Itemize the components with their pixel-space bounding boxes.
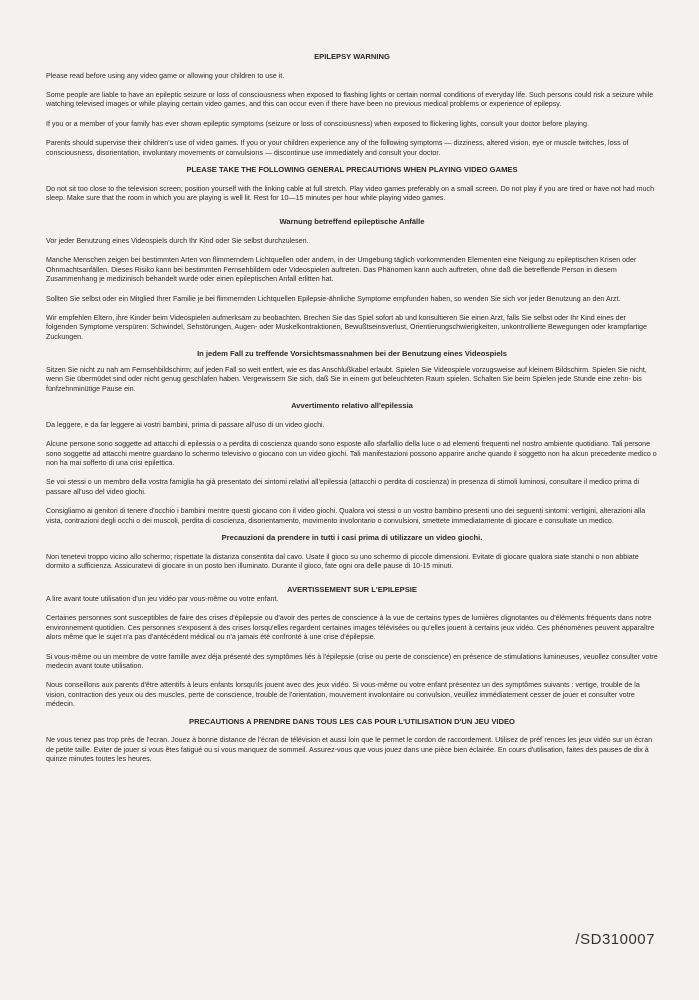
paragraph-english-2: If you or a member of your family has ever shown epileptic symptoms (seizure or loss of consciousness) when exposed to flickering lights, consult your doctor before playing. <box>46 119 589 128</box>
section-german <box>46 217 658 394</box>
paragraph-italian-4a: Non tenetevi troppo vicino allo schermo; rispettate la distanza consentita dal cavo. Usate il gioco su uno schermo di piccole dimensioni. Evitate di giocare qualora siate stanchi o non abbiate <box>46 552 639 561</box>
section-english <box>46 52 658 203</box>
paragraph-italian-2b: passare all'uso del video giochi. <box>46 487 146 496</box>
section-italian <box>46 401 658 571</box>
paragraph-german-2: Sollten Sie selbst oder ein Mitglied Ihrer Familie je bei flimmernden Lichtquellen Epilepsie-ähnliche Symptome empfunden haben, so wenden Sie sich vor jeder Benutzung an den Arzt. <box>46 294 621 303</box>
document-code: /SD310007 <box>575 931 655 948</box>
paragraph-english-4: Do not sit too close to the television screen; position yourself with the linking cable at full stretch. Play video games preferably on a small screen. Do not play if you are tired or have not had much sleep. Make sure that the room in which you are playing is well lit. Rest for 10—15 minutes per hour while playing video games. <box>46 184 655 203</box>
title-french: AVERTISSEMENT SUR L'EPILEPSIE <box>287 585 417 595</box>
paragraph-english-1: Some people are liable to have an epileptic seizure or loss of consciousness when exposed to flashing lights or certain normal conditions of everyday life. Such persons could risk a seizure while watching televised images or while playing certain video games, and this can occur even if there have been no previous medical problems or experience of epilepsy. <box>46 91 654 109</box>
title-german: Warnung betreffend epileptische Anfälle <box>279 217 425 227</box>
paragraph-italian-3: Consigliamo ai genitori di tenere d'occhio i bambini mentre questi giocano con il video giochi. Qualora voi stessi o un vostro bambino presenti uno dei seguenti sintomi: vertigini, alterazioni alla vista, contrazioni degli occhi o dei muscoli, perdita di coscienza, disorientamento, movimento involontario o convulsioni, smettete immediatamente di giocare e consultate un medico. <box>46 507 646 525</box>
paragraph-german-1: Manche Menschen zeigen bei bestimmten Arten von flimmerndem Lichtquellen oder andern, in der Umgebung täglich vorkommenden Elementen eine Neigung zu epileptischen Krisen oder Ohnmachtsanfällen. Dieses Risiko kann bei bestimmten Fernsehbildern oder Videospielen auftreten. Das Phänomen kann auch auftreten, ohne daß die betreffende Person in diesem Zusammenhang je medizinisch behandelt wurde oder einen epileptischen Anfall erlitten hat. <box>46 256 637 284</box>
paragraph-french-3: Nous conseillons aux parents d'être attentifs à leurs enfants lorsqu'ils jouent avec des jeux vidéo. Si vous-même ou votre enfant présentez un des symptômes suivants : vertige, trouble de la vision, contraction des yeux ou des muscles, perte de conscience, trouble de l'orientation, mouvement involontaire ou convulsion, veuillez immédiatement cesser de jouer et consulter votre médecin. <box>46 681 640 709</box>
paragraph-italian-1: Alcune persone sono soggette ad attacchi di epilessia o a perdita di coscienza quando sono esposte allo sfarfallio della luce o ad elementi frequenti nel nostro ambiente quotidiano. Tali persone sono soggette ad attacchi mentre guardano lo schermo televisivo o giocano con un video giochi. Tali manifestazioni possono apparire anche quando il soggetto non ha alcun precedente medico o non ha mai sofferto di una crisi epilettica. <box>46 440 657 467</box>
paragraph-german-3: Wir empfehlen Eltern, ihre Kinder beim Videospielen aufmerksam zu beobachten. Brechen Sie das Spiel sofort ab und konsultieren Sie einen Arzt, falls Sie selbst oder Ihr Kind eines der folgenden Symptome verspüren: Schwindel, Sehstörungen, Augen- oder Muskelkontraktionen, Bewußtseinsverlust, Orientierungschwierigkeiten, unkontrollierte Bewegungen oder krampfartige Zuckungen. <box>46 314 647 341</box>
section-french <box>46 585 658 764</box>
paragraph-italian-4b: dormito a sufficienza. Assicuratevi di giocare in un posto ben illuminato. Durante il gioco, fate ogni ora delle pause di 10-15 minuti. <box>46 561 454 570</box>
paragraph-french-4: Ne vous tenez pas trop près de l'ecran. Jouez à bonne distance de l'écran de télévision et aussi loin que le permet le cordon de raccordement. Utilisez de préf´rences les jeux vidéo sur un écran de petite taille. Eviter de jouer si vous êtes fatigué ou si vous manquez de sommeil. Assurez-vous que vous jouez dans une pièce bien éclairée. En cours d'utilisation, faites des pauses de dix à quinze minutes toutes les heures. <box>46 736 653 763</box>
paragraph-english-3a: Parents should supervise their children's use of video games. If you or your children experience any of the following symptoms — dizziness, altered vision, eye or muscle twitches, loss of <box>46 139 629 148</box>
intro-german: Vor jeder Benutzung eines Videospiels durch Ihr Kind oder Sie selbst durchzulesen. <box>46 237 309 246</box>
precautions-heading-french: PRECAUTIONS A PRENDRE DANS TOUS LES CAS POUR L'UTILISATION D'UN JEU VIDEO <box>189 716 515 726</box>
paragraph-german-4: Sitzen Sie nicht zu nah am Fernsehbildschirm; auf jeden Fall so weit entfert, wie es das Anschlußkabel erlaubt. Spielen Sie Videospiele vorzugsweise auf kleinem Bildschirm. Spielen Sie nicht, wenn Sie übermüdet sind oder nicht genug geschlafen haben. Vergewissern Sie sich, daß Sie in einem gut beleuchteten Raum spielen. Schalten Sie beim Spielen jede Stunde eine zehn- bis fünfzehnminütige Pause ein. <box>46 365 647 393</box>
intro-english: Please read before using any video game or allowing your children to use it. <box>46 71 285 80</box>
precautions-heading-english: PLEASE TAKE THE FOLLOWING GENERAL PRECAUTIONS WHEN PLAYING VIDEO GAMES <box>186 165 518 175</box>
paragraph-english-3b: consciousness, disorientation, involuntary movements or convulsions — discontinue use immediately and consult your doctor. <box>46 148 441 157</box>
title-english: EPILEPSY WARNING <box>314 52 390 61</box>
warning-document <box>46 52 658 764</box>
title-italian: Avvertimento relativo all'epilessia <box>291 401 413 411</box>
precautions-heading-italian: Precauzioni da prendere in tutti i casi prima di utilizzare un video giochi. <box>221 532 483 542</box>
paragraph-french-1: Certaines personnes sont susceptibles de faire des crises d'épilepsie ou d'avoir des pertes de conscience à la vue de certains types de lumières clignotantes ou d'éléments fréquents dans notre environnement quotidien. Ces personnes s'exposent à des crises lorsqu'elles regardent certaines images télévisées ou qu'elles jouent à certains jeux vidéo. Ces phénomènes peuvent apparaître alors même que le sujet n'a pas d'antécédent médical ou n'a jamais été confronté à une crise d'épilepsie. <box>46 614 655 642</box>
intro-french: A lire avant toute utilisation d'un jeu vidéo par vous-même ou votre enfant. <box>46 594 279 603</box>
intro-italian: Da leggere, e da far leggere ai vostri bambini, prima di passare all'uso di un video giochi. <box>46 420 325 429</box>
paragraph-french-2: Si vous-même ou un membre de votre famille avez déja présenté des symptômes liés à l'épilepsie (crise ou perte de conscience) en présence de stimulations lumineuses, veuollez consulter votre medecin avant toute utilisation. <box>46 652 658 670</box>
precautions-heading-german: In jedem Fall zu treffende Vorsichtsmassnahmen bei der Benutzung eines Videospiels <box>197 349 507 359</box>
paragraph-italian-2a: Se voi stessi o un membro della vostra famiglia ha già presentato dei sintomi relativi all'epilessia (attacchi o perdita di coscienza) in presenza di stimoli luminosi, consultare il medico prima di <box>46 478 640 487</box>
